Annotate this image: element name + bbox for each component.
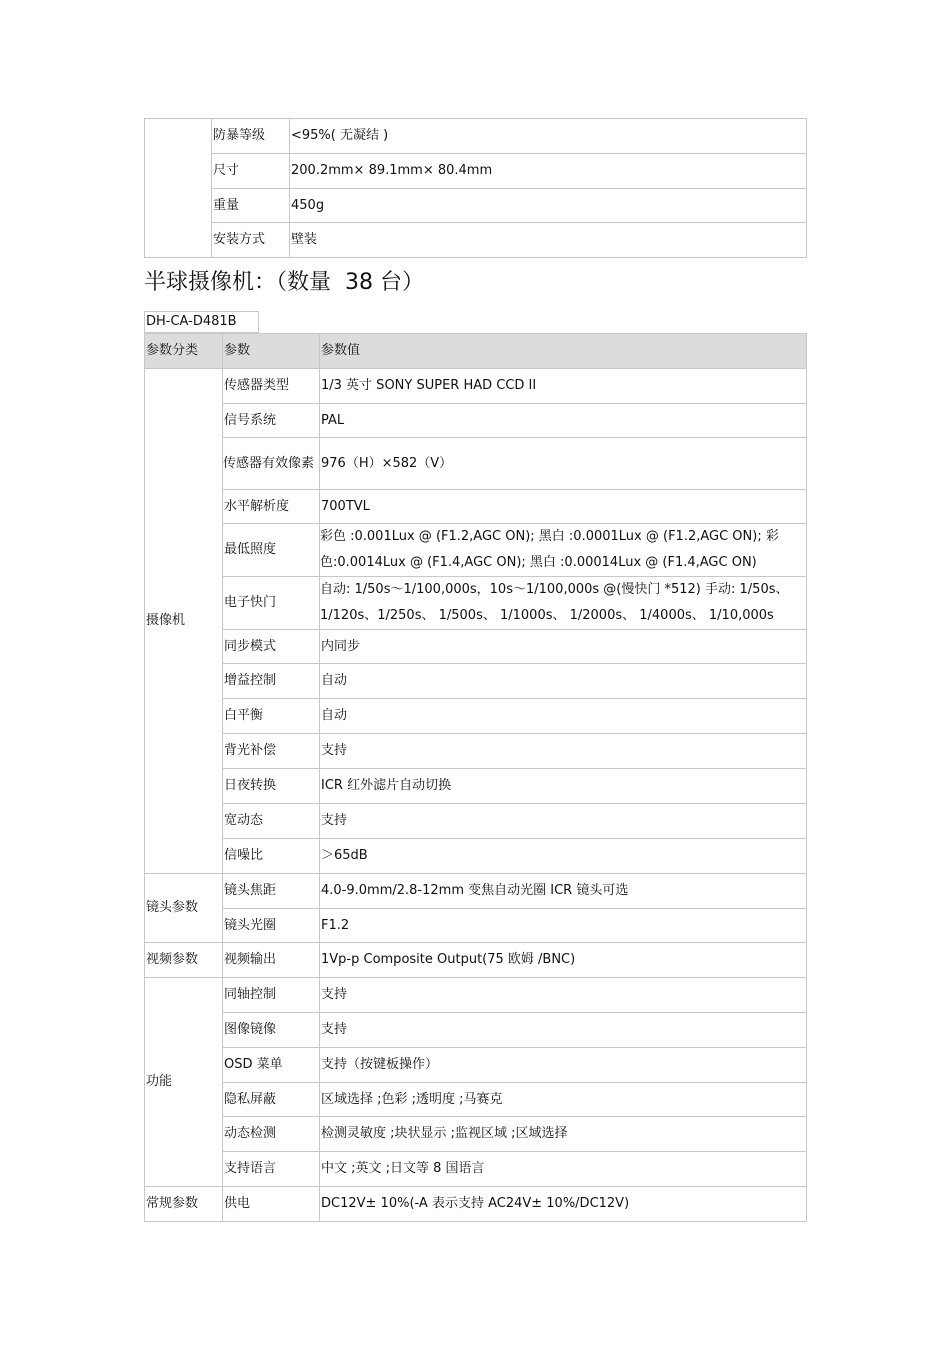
param-cell: 同步模式: [223, 630, 320, 664]
param-cell: 水平解析度: [223, 490, 320, 524]
value-cell: ICR 红外滤片自动切换: [320, 769, 807, 804]
table-row: [145, 1117, 807, 1152]
table-row: [145, 1013, 807, 1048]
category-cell: 视频参数: [145, 943, 223, 978]
table-row: [145, 577, 807, 630]
param-cell: 隐私屏蔽: [223, 1083, 320, 1117]
table-row: [145, 699, 807, 734]
header-param: 参数: [223, 334, 320, 369]
table-row: [145, 943, 807, 978]
top-spec-table: [144, 118, 807, 258]
value-cell: 700TVL: [320, 490, 807, 524]
param-cell: 传感器类型: [223, 369, 320, 404]
param-cell: 防暴等级: [212, 119, 290, 154]
param-cell: 白平衡: [223, 699, 320, 734]
table-row: [145, 189, 807, 223]
param-cell: 视频输出: [223, 943, 320, 978]
table-row: [145, 874, 807, 909]
category-cell: 摄像机: [145, 369, 223, 874]
param-cell: 尺寸: [212, 154, 290, 189]
section-heading: 半球摄像机：（数量 38 台）: [144, 270, 424, 295]
value-cell: 1/3 英寸 SONY SUPER HAD CCD II: [320, 369, 807, 404]
param-cell: 增益控制: [223, 664, 320, 699]
param-cell: 信号系统: [223, 404, 320, 438]
value-cell: ＞65dB: [320, 839, 807, 874]
param-cell: 供电: [223, 1187, 320, 1222]
table-row: [145, 804, 807, 839]
category-cell: 镜头参数: [145, 874, 223, 943]
value-cell: 450g: [290, 189, 807, 223]
param-cell: 重量: [212, 189, 290, 223]
table-header-row: [145, 334, 807, 369]
value-cell: 976（H）×582（V）: [320, 438, 807, 490]
category-cell: 常规参数: [145, 1187, 223, 1222]
table-row: [145, 154, 807, 189]
value-cell: 200.2mm× 89.1mm× 80.4mm: [290, 154, 807, 189]
header-category: 参数分类: [145, 334, 223, 369]
param-cell: 同轴控制: [223, 978, 320, 1013]
param-cell: 镜头光圈: [223, 909, 320, 943]
value-cell: 自动: 1/50s～1/100,000s，10s～1/100,000s @(慢快门 *512) 手动: 1/50s、1/120s、1/250s、 1/500s、 1/1000s、 1/2000s、 1/4000s、 1/10,000s: [320, 577, 807, 630]
table-row: [145, 1048, 807, 1083]
category-cell: 功能: [145, 978, 223, 1187]
param-cell: 最低照度: [223, 524, 320, 577]
table-row: [145, 664, 807, 699]
category-cell: [145, 119, 212, 258]
param-cell: 安装方式: [212, 223, 290, 258]
table-row: [145, 1187, 807, 1222]
value-cell: PAL: [320, 404, 807, 438]
table-row: [145, 978, 807, 1013]
table-row: [145, 223, 807, 258]
value-cell: DC12V± 10%(-A 表示支持 AC24V± 10%/DC12V): [320, 1187, 807, 1222]
table-row: [145, 490, 807, 524]
value-cell: 内同步: [320, 630, 807, 664]
value-cell: 支持: [320, 734, 807, 769]
value-cell: 自动: [320, 699, 807, 734]
param-cell: 动态检测: [223, 1117, 320, 1152]
table-row: [145, 404, 807, 438]
value-cell: 支持: [320, 978, 807, 1013]
table-row: [145, 1083, 807, 1117]
header-value: 参数值: [320, 334, 807, 369]
value-cell: 壁装: [290, 223, 807, 258]
table-row: [145, 119, 807, 154]
param-cell: 背光补偿: [223, 734, 320, 769]
value-cell: 支持（按键板操作）: [320, 1048, 807, 1083]
table-row: [145, 1152, 807, 1187]
value-cell: F1.2: [320, 909, 807, 943]
param-cell: 图像镜像: [223, 1013, 320, 1048]
value-cell: 区域选择 ;色彩 ;透明度 ;马赛克: [320, 1083, 807, 1117]
value-cell: 支持: [320, 804, 807, 839]
camera-spec-table: [144, 333, 807, 1222]
value-cell: 中文 ;英文 ;日文等 8 国语言: [320, 1152, 807, 1187]
table-row: [145, 734, 807, 769]
model-label: DH-CA-D481B: [144, 311, 259, 333]
value-cell: 支持: [320, 1013, 807, 1048]
value-cell: 1Vp-p Composite Output(75 欧姆 /BNC): [320, 943, 807, 978]
table-row: [145, 438, 807, 490]
value-cell: 彩色 :0.001Lux @ (F1.2,AGC ON); 黑白 :0.0001Lux @ (F1.2,AGC ON); 彩色:0.0014Lux @ (F1.4,AGC ON); 黑白 :0.00014Lux @ (F1.4,AGC ON): [320, 524, 807, 577]
param-cell: 支持语言: [223, 1152, 320, 1187]
param-cell: 信噪比: [223, 839, 320, 874]
param-cell: 宽动态: [223, 804, 320, 839]
param-cell: 传感器有效像素: [223, 438, 320, 490]
table-row: [145, 630, 807, 664]
table-row: [145, 909, 807, 943]
param-cell: 日夜转换: [223, 769, 320, 804]
param-cell: OSD 菜单: [223, 1048, 320, 1083]
value-cell: 检测灵敏度 ;块状显示 ;监视区域 ;区域选择: [320, 1117, 807, 1152]
table-row: [145, 369, 807, 404]
table-row: [145, 839, 807, 874]
param-cell: 镜头焦距: [223, 874, 320, 909]
table-row: [145, 769, 807, 804]
value-cell: <95%( 无凝结 ): [290, 119, 807, 154]
value-cell: 自动: [320, 664, 807, 699]
param-cell: 电子快门: [223, 577, 320, 630]
table-row: [145, 524, 807, 577]
value-cell: 4.0-9.0mm/2.8-12mm 变焦自动光圈 ICR 镜头可选: [320, 874, 807, 909]
